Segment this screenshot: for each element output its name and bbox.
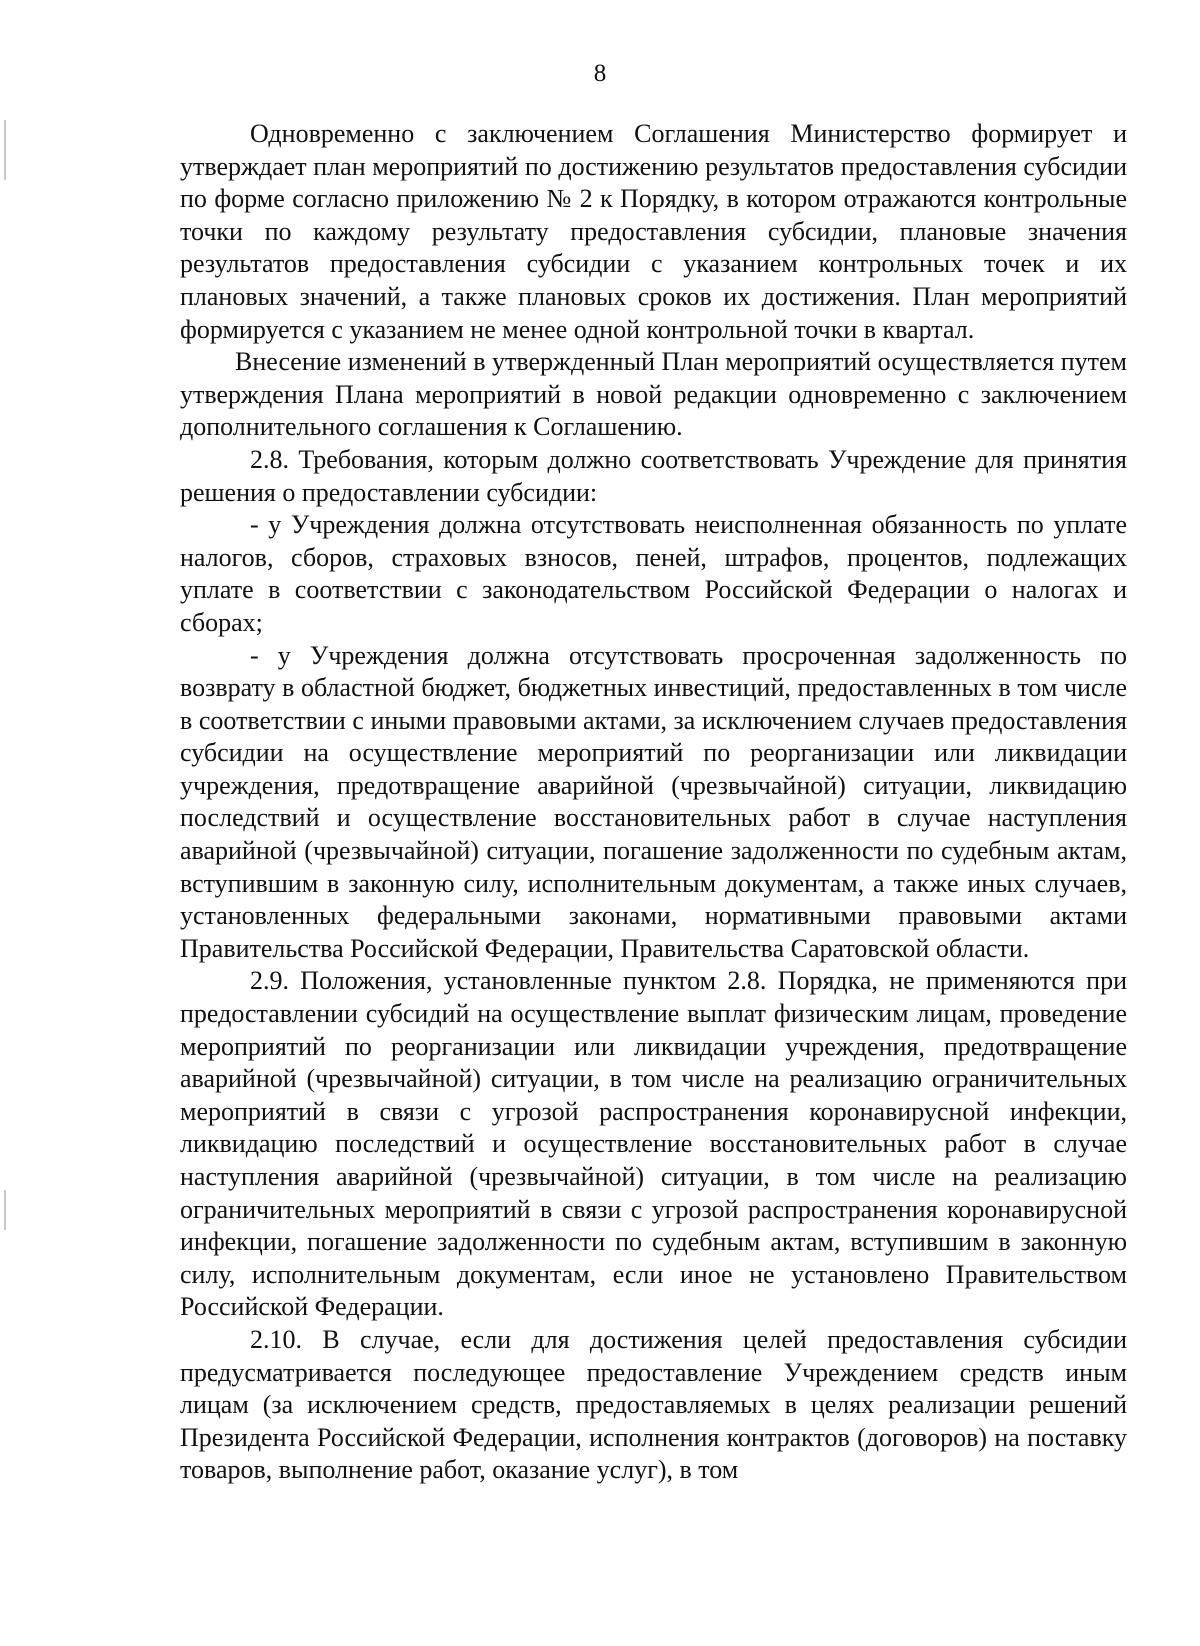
scan-edge-mark [4,1190,6,1230]
paragraph: Одновременно с заключением Соглашения Министерство формирует и утверждает план мероприятий по достижению результатов предоставления субсидии по форме согласно приложению № 2 к Порядку, в котором отражаются контрольные точки по каждому результату предоставления субсидии, плановые значения результатов предоставления субсидии с указанием контрольных точек и их плановых значений, а также плановых сроков их достижения. План мероприятий формируется с указанием не менее одной контрольной точки в квартал. [180,119,1127,344]
paragraph-section-2-8: 2.8. Требования, которым должно соответствовать Учреждение для принятия решения о предоставлении субсидии: [180,444,1127,507]
page-number: 8 [593,60,607,87]
paragraph-section-2-10: 2.10. В случае, если для достижения целей предоставления субсидии предусматривается последующее предоставление Учреждением средств иным лицам (за исключением средств, предоставляемых в целях реализации решений Президента Российской Федерации, исполнения контрактов (договоров) на поставку товаров, выполнение работ, оказание услуг), в том [180,1324,1127,1485]
document-body [180,118,1127,1487]
list-item: - у Учреждения должна отсутствовать просроченная задолженность по возврату в областной бюджет, бюджетных инвестиций, предоставленных в том числе в соответствии с иными правовыми актами, за исключением случаев предоставления субсидии на осуществление мероприятий по реорганизации или ликвидации учреждения, предотвращение аварийной (чрезвычайной) ситуации, ликвидацию последствий и осуществление восстановительных работ в случае наступления аварийной (чрезвычайной) ситуации, погашение задолженности по судебным актам, вступившим в законную силу, исполнительным документам, а также иных случаев, установленных федеральными законами, нормативными правовыми актами Правительства Российской Федерации, Правительства Саратовской области. [180,640,1127,963]
list-item: - у Учреждения должна отсутствовать неисполненная обязанность по уплате налогов, сборов, страховых взносов, пеней, штрафов, процентов, подлежащих уплате в соответствии с законодательством Российской Федерации о налогах и сборах; [180,510,1127,637]
paragraph: Внесение изменений в утвержденный План мероприятий осуществляется путем утверждения Плана мероприятий в новой редакции одновременно с заключением дополнительного соглашения к Соглашению. [180,347,1127,442]
scan-edge-mark [4,120,6,180]
paragraph-section-2-9: 2.9. Положения, установленные пунктом 2.8. Порядка, не применяются при предоставлении субсидий на осуществление выплат физическим лицам, проведение мероприятий по реорганизации или ликвидации учреждения, предотвращение аварийной (чрезвычайной) ситуации, в том числе на реализацию ограничительных мероприятий в связи с угрозой распространения коронавирусной инфекции, ликвидацию последствий и осуществление восстановительных работ в случае наступления аварийной (чрезвычайной) ситуации, в том числе на реализацию ограничительных мероприятий в связи с угрозой распространения коронавирусной инфекции, погашение задолженности по судебным актам, вступившим в законную силу, исполнительным документам, если иное не установлено Правительством Российской Федерации. [180,966,1127,1322]
